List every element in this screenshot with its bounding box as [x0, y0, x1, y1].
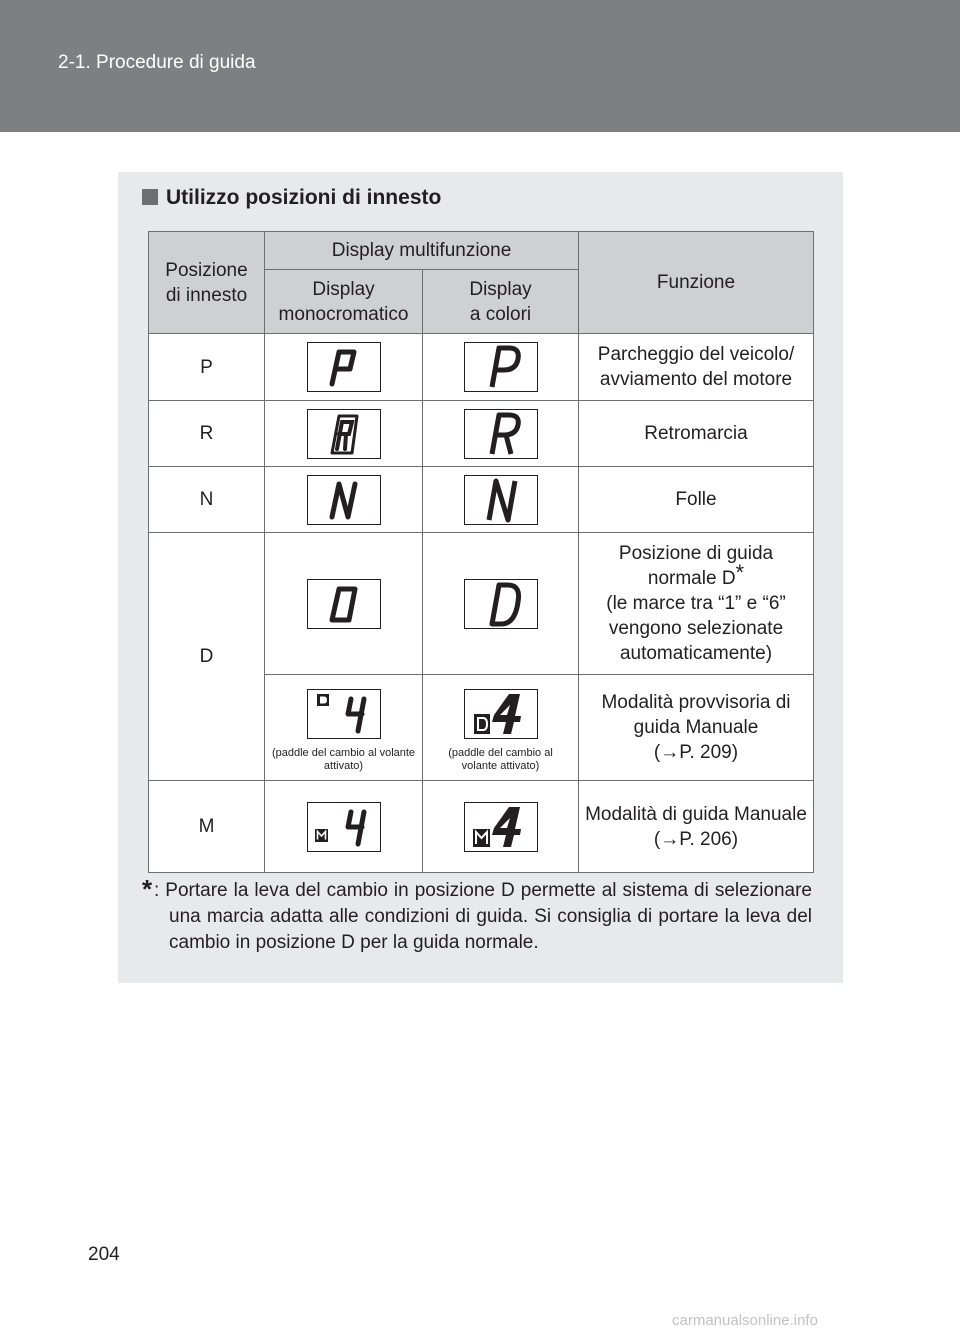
- color-display-d4-icon: [464, 689, 538, 739]
- mono-display-d-icon: [307, 579, 381, 629]
- table-row: [149, 533, 814, 675]
- page-header: [0, 0, 960, 132]
- header-color-display: Display a colori: [423, 270, 579, 334]
- table-row: [149, 467, 814, 533]
- table-row: [149, 334, 814, 401]
- watermark: carmanualsonline.info: [672, 1312, 818, 1329]
- header-function: Funzione: [579, 232, 814, 334]
- function-cell: Parcheggio del veicolo/ avviamento del motore: [579, 334, 814, 401]
- footnote: [142, 874, 812, 956]
- color-caption: (paddle del cambio al volante attivato): [448, 746, 553, 772]
- color-display-r-icon: [464, 409, 538, 459]
- function-cell: Modalità di guida Manuale (→P. 206): [579, 781, 814, 873]
- mono-caption: (paddle del cambio al volante attivato): [271, 746, 416, 772]
- section-breadcrumb: 2-1. Procedure di guida: [58, 52, 256, 73]
- gear-label: N: [149, 467, 265, 533]
- header-position: Posizione di innesto: [149, 232, 265, 334]
- gear-positions-table: [148, 231, 814, 873]
- mono-display-d4-icon: [307, 689, 381, 739]
- gear-label: D: [149, 533, 265, 781]
- table-row: [149, 401, 814, 467]
- color-display-d-icon: [464, 579, 538, 629]
- section-title-text: Utilizzo posizioni di innesto: [166, 186, 442, 209]
- table-row: [149, 781, 814, 873]
- gear-label: P: [149, 334, 265, 401]
- function-cell: Modalità provvisoria di guida Manuale (→P. 209): [579, 675, 814, 781]
- header-multi-display: Display multifunzione: [265, 232, 579, 270]
- color-display-m4-icon: [464, 802, 538, 852]
- header-mono-display: Display monocromatico: [265, 270, 423, 334]
- mono-display-r-icon: [307, 409, 381, 459]
- color-display-n-icon: [464, 475, 538, 525]
- mono-display-p-icon: [307, 342, 381, 392]
- section-title: [142, 186, 441, 210]
- color-display-p-icon: [464, 342, 538, 392]
- mono-display-m4-icon: [307, 802, 381, 852]
- footnote-text: : Portare la leva del cambio in posizione D permette al sistema di selezionare una marcia adatta alle condizioni di guida. Si consiglia di portare la leva del cambio in posizione D per la guida normale.: [154, 880, 812, 953]
- footnote-asterisk: *: [142, 874, 153, 904]
- gear-label: M: [149, 781, 265, 873]
- function-cell: Retromarcia: [579, 401, 814, 467]
- asterisk-mark: *: [735, 560, 745, 585]
- gear-label: R: [149, 401, 265, 467]
- mono-display-n-icon: [307, 475, 381, 525]
- function-cell: Folle: [579, 467, 814, 533]
- square-bullet-icon: [142, 189, 158, 205]
- function-cell: Posizione di guida normale D* (le marce tra “1” e “6” vengono selezionate automaticamente): [579, 533, 814, 675]
- page-number: 204: [88, 1244, 120, 1265]
